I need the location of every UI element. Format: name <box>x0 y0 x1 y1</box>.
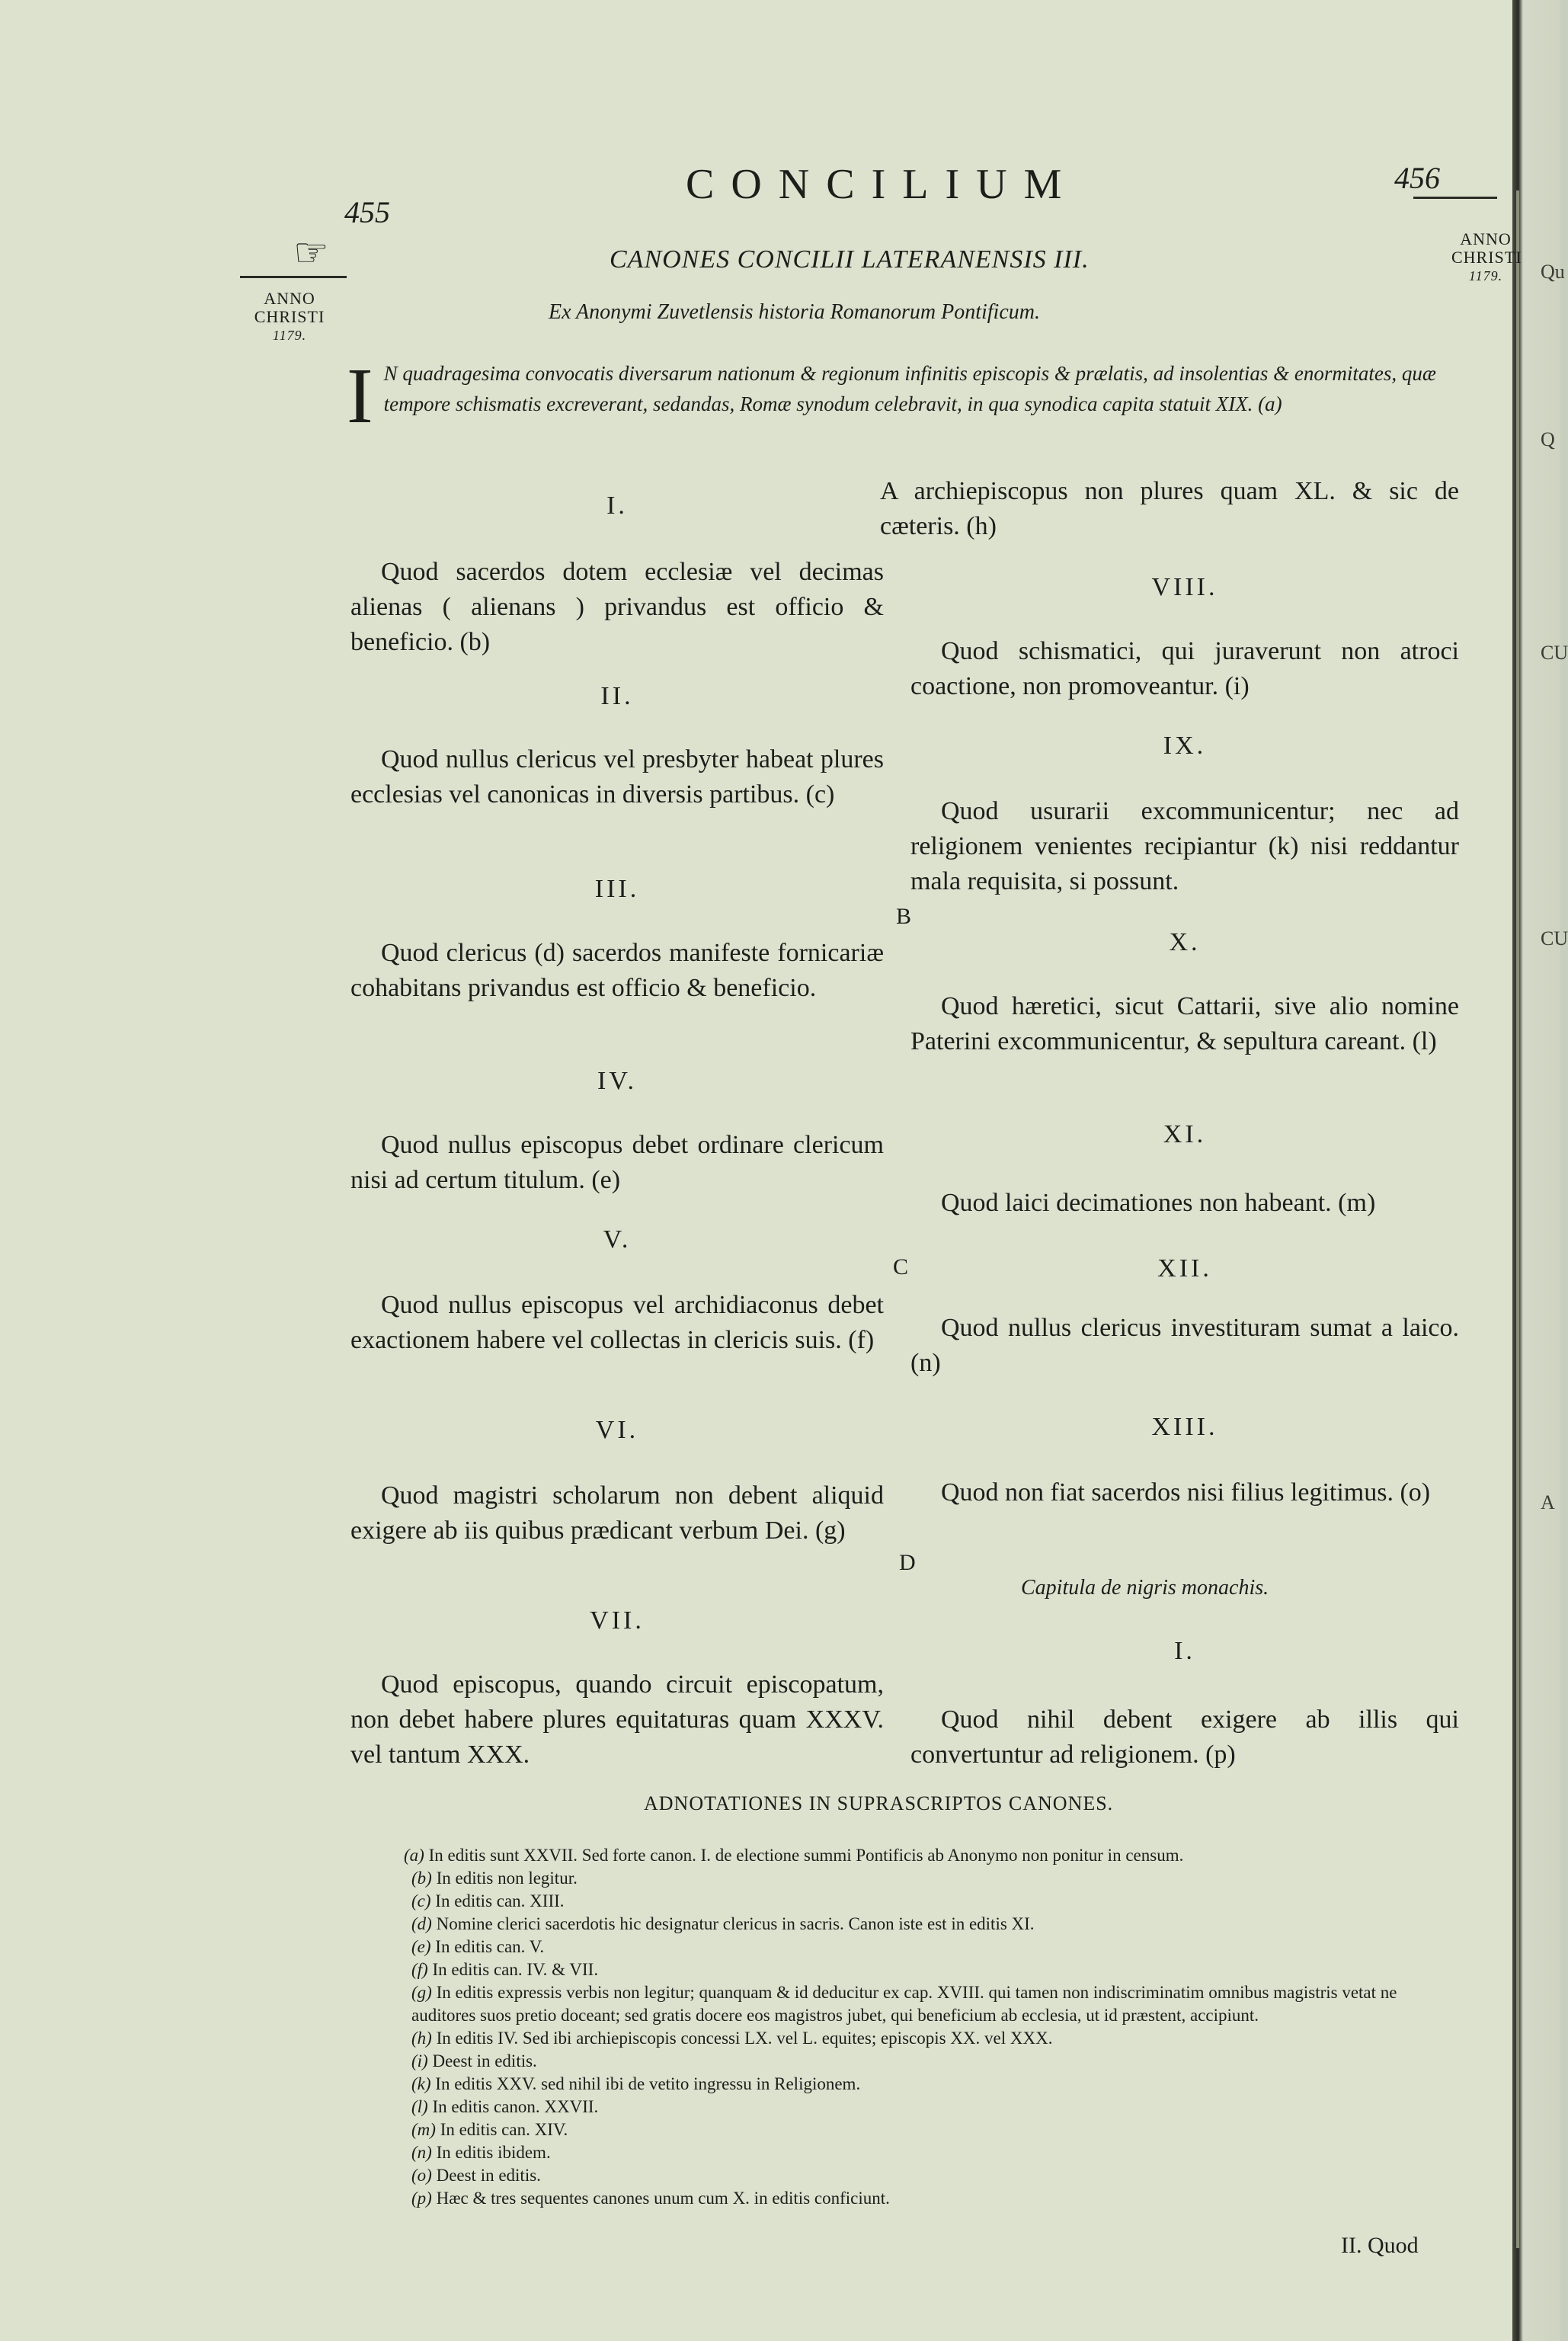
canon-text: Quod sacerdos dotem ecclesiæ vel decimas alienas ( alienans ) privandus est officio & beneficio. (b) <box>350 558 884 656</box>
canon-text: Quod nullus episcopus vel archidiaconus debet exactionem habere vel collectas in clericis suis. (f) <box>350 1291 884 1354</box>
footnote <box>404 2118 1459 2141</box>
marginal-letter: C <box>893 1254 909 1279</box>
canon-numeral: X. <box>1169 928 1201 956</box>
canon-numeral: VIII. <box>1151 573 1218 601</box>
canon-text: Quod non fiat sacerdos nisi filius legitimus. (o) <box>941 1478 1431 1507</box>
footnote <box>404 2096 1459 2118</box>
footnote <box>404 2073 1459 2096</box>
canon-text: Quod usurarii excommunicentur; nec ad religionem venientes recipiantur (k) nisi reddantur mala requisita, si possunt. <box>910 797 1459 895</box>
canon-numeral: I. <box>606 492 628 520</box>
gutter-edge <box>1516 191 1519 2248</box>
footnote-text: In editis can. V. <box>435 1937 545 1956</box>
book-gutter <box>1512 0 1560 2341</box>
anno-christi-left <box>244 290 335 344</box>
footnote <box>404 1981 1459 2027</box>
footnote-label: (a) <box>404 1846 424 1865</box>
footnote <box>404 2164 1459 2187</box>
canon-numeral: IV. <box>597 1067 637 1095</box>
anno-label: ANNO <box>264 289 315 308</box>
footnote-text: In editis expressis verbis non legitur; quanquam & id deducitur ex cap. XVIII. qui tamen non indiscriminatim omnibus magistris vetat ne auditores suos pretio doceant; sed gratis docere eos magistros jubet, qui beneficium ab ecclesia, ut id præstent, accipiunt. <box>411 1983 1397 2025</box>
footnote-text: Hæc & tres sequentes canones unum cum X. in editis conficiunt. <box>436 2189 890 2208</box>
gutter-fragment: CU <box>1541 927 1568 950</box>
footnote <box>404 2050 1459 2073</box>
margin-rule-left <box>240 276 347 278</box>
footnotes <box>404 1844 1459 2210</box>
canon-text: Quod nullus clericus investituram sumat a laico. (n) <box>910 1314 1459 1377</box>
page-title: CONCILIUM <box>686 161 1079 208</box>
footnote-label: (e) <box>411 1937 431 1956</box>
canon-numeral: XII. <box>1157 1254 1212 1283</box>
canon-numeral: I. <box>1174 1637 1195 1665</box>
footnote-text: Deest in editis. <box>432 2051 537 2070</box>
footnote-label: (c) <box>411 1891 431 1910</box>
footnote-label: (l) <box>411 2097 428 2116</box>
drop-cap: I <box>347 352 373 440</box>
intro-paragraph <box>347 352 1455 440</box>
pointing-hand-icon: ☞ <box>293 232 329 275</box>
section-subtitle: CANONES CONCILII LATERANENSIS III. <box>610 245 1090 274</box>
footnote <box>404 2187 1459 2210</box>
footnote <box>404 1936 1459 1958</box>
canon-text: Quod schismatici, qui juraverunt non atroci coactione, non promoveantur. (i) <box>910 637 1459 700</box>
footnote-text: In editis canon. XXVII. <box>432 2097 599 2116</box>
notes-title: ADNOTATIONES IN SUPRASCRIPTOS CANONES. <box>644 1792 1114 1814</box>
footnote-text: In editis can. XIII. <box>435 1891 565 1910</box>
canon-text: Quod clericus (d) sacerdos manifeste fornicariæ cohabitans privandus est officio & beneficio. <box>350 939 884 1002</box>
footnote-text: In editis IV. Sed ibi archiepiscopis concessi LX. vel L. equites; episcopis XX. vel XXX. <box>436 2029 1053 2048</box>
canon-numeral: IX. <box>1163 732 1207 760</box>
footnote <box>404 1913 1459 1936</box>
canon-text: Quod magistri scholarum non debent aliquid exigere ab iis quibus prædicant verbum Dei. (g) <box>350 1481 884 1545</box>
footnote-text: In editis non legitur. <box>436 1869 578 1888</box>
canon-numeral: VI. <box>595 1416 639 1444</box>
footnote-text: In editis ibidem. <box>436 2143 551 2162</box>
footnote-label: (o) <box>411 2166 432 2185</box>
footnote-label: (i) <box>411 2051 428 2070</box>
source-line: Ex Anonymi Zuvetlensis historia Romanorum Pontificum. <box>549 300 1040 324</box>
footnote <box>404 2141 1459 2164</box>
footnote-text: In editis sunt XXVII. Sed forte canon. I. de electione summi Pontificis ab Anonymo non ponitur in censum. <box>428 1846 1184 1865</box>
christi-label: CHRISTI <box>1451 248 1522 267</box>
year-label: 1179. <box>272 328 307 343</box>
canon-numeral: III. <box>594 875 640 903</box>
anno-christi-right <box>1451 230 1520 285</box>
canon-text: Quod nullus clericus vel presbyter habeat plures ecclesias vel canonicas in diversis partibus. (c) <box>350 745 884 809</box>
canon-numeral: XI. <box>1163 1120 1207 1148</box>
footnote <box>404 1890 1459 1913</box>
canon-text: Quod nihil debent exigere ab illis qui convertuntur ad religionem. (p) <box>910 1705 1459 1769</box>
footnote <box>404 1867 1459 1890</box>
footnote-label: (h) <box>411 2029 432 2048</box>
canon-text: Quod nullus episcopus debet ordinare clericum nisi ad certum titulum. (e) <box>350 1131 884 1194</box>
footnote-text: Deest in editis. <box>436 2166 541 2185</box>
canon-text: Quod episcopus, quando circuit episcopatum, non debet habere plures equitaturas quam XXXV. vel tantum XXX. <box>350 1670 884 1769</box>
anno-label: ANNO <box>1460 229 1512 248</box>
intro-text: N quadragesima convocatis diversarum nationum & regionum infinitis episcopis & prælatis, ad insolentias & enormitates, quæ tempore schismatis excreverant, sedandas, Romæ synodum celebravit, in qua synodica capita statuit XIX. (a) <box>383 362 1436 415</box>
gutter-fragment: Qu <box>1541 261 1565 283</box>
canon-continuation: A archiepiscopus non plures quam XL. & sic de cæteris. (h) <box>880 477 1459 540</box>
footnote-label: (m) <box>411 2120 436 2139</box>
footnote-label: (n) <box>411 2143 432 2162</box>
footnote-text: In editis XXV. sed nihil ibi de vetito ingressu in Religionem. <box>435 2074 861 2093</box>
marginal-letter: D <box>899 1550 916 1575</box>
footnote <box>404 1844 1459 1867</box>
year-label: 1179. <box>1468 268 1503 283</box>
footnote-text: In editis can. IV. & VII. <box>432 1960 599 1979</box>
gutter-fragment: Q <box>1541 428 1555 450</box>
canon-numeral: V. <box>603 1225 632 1254</box>
canon-numeral: XIII. <box>1151 1413 1218 1441</box>
footnote-text: In editis can. XIV. <box>440 2120 568 2139</box>
footnote <box>404 1958 1459 1981</box>
canon-text: Quod hæretici, sicut Cattarii, sive alio nomine Paterini excommunicentur, & sepultura careant. (l) <box>910 992 1459 1055</box>
page-number-left: 455 <box>344 195 390 229</box>
gutter-fragment: A <box>1541 1491 1555 1513</box>
footnote-text: Nomine clerici sacerdotis hic designatur clericus in sacris. Canon iste est in editis XI. <box>436 1914 1035 1933</box>
footnote-label: (p) <box>411 2189 432 2208</box>
gutter-fragment: CU <box>1541 642 1568 664</box>
header-rule-right <box>1413 197 1497 199</box>
footnote <box>404 2027 1459 2050</box>
footnote-label: (f) <box>411 1960 428 1979</box>
footnote-label: (b) <box>411 1869 432 1888</box>
marginal-letter: B <box>896 904 912 929</box>
christi-label: CHRISTI <box>254 307 325 326</box>
canon-numeral: VII. <box>590 1606 645 1635</box>
page-number-right: 456 <box>1394 161 1440 195</box>
canon-text: Quod laici decimationes non habeant. (m) <box>941 1189 1376 1217</box>
footnote-label: (k) <box>411 2074 431 2093</box>
catchword: II. Quod <box>1341 2233 1419 2258</box>
monks-heading: Capitula de nigris monachis. <box>1021 1576 1269 1600</box>
footnote-label: (g) <box>411 1983 432 2002</box>
footnote-label: (d) <box>411 1914 432 1933</box>
canon-numeral: II. <box>600 682 634 710</box>
